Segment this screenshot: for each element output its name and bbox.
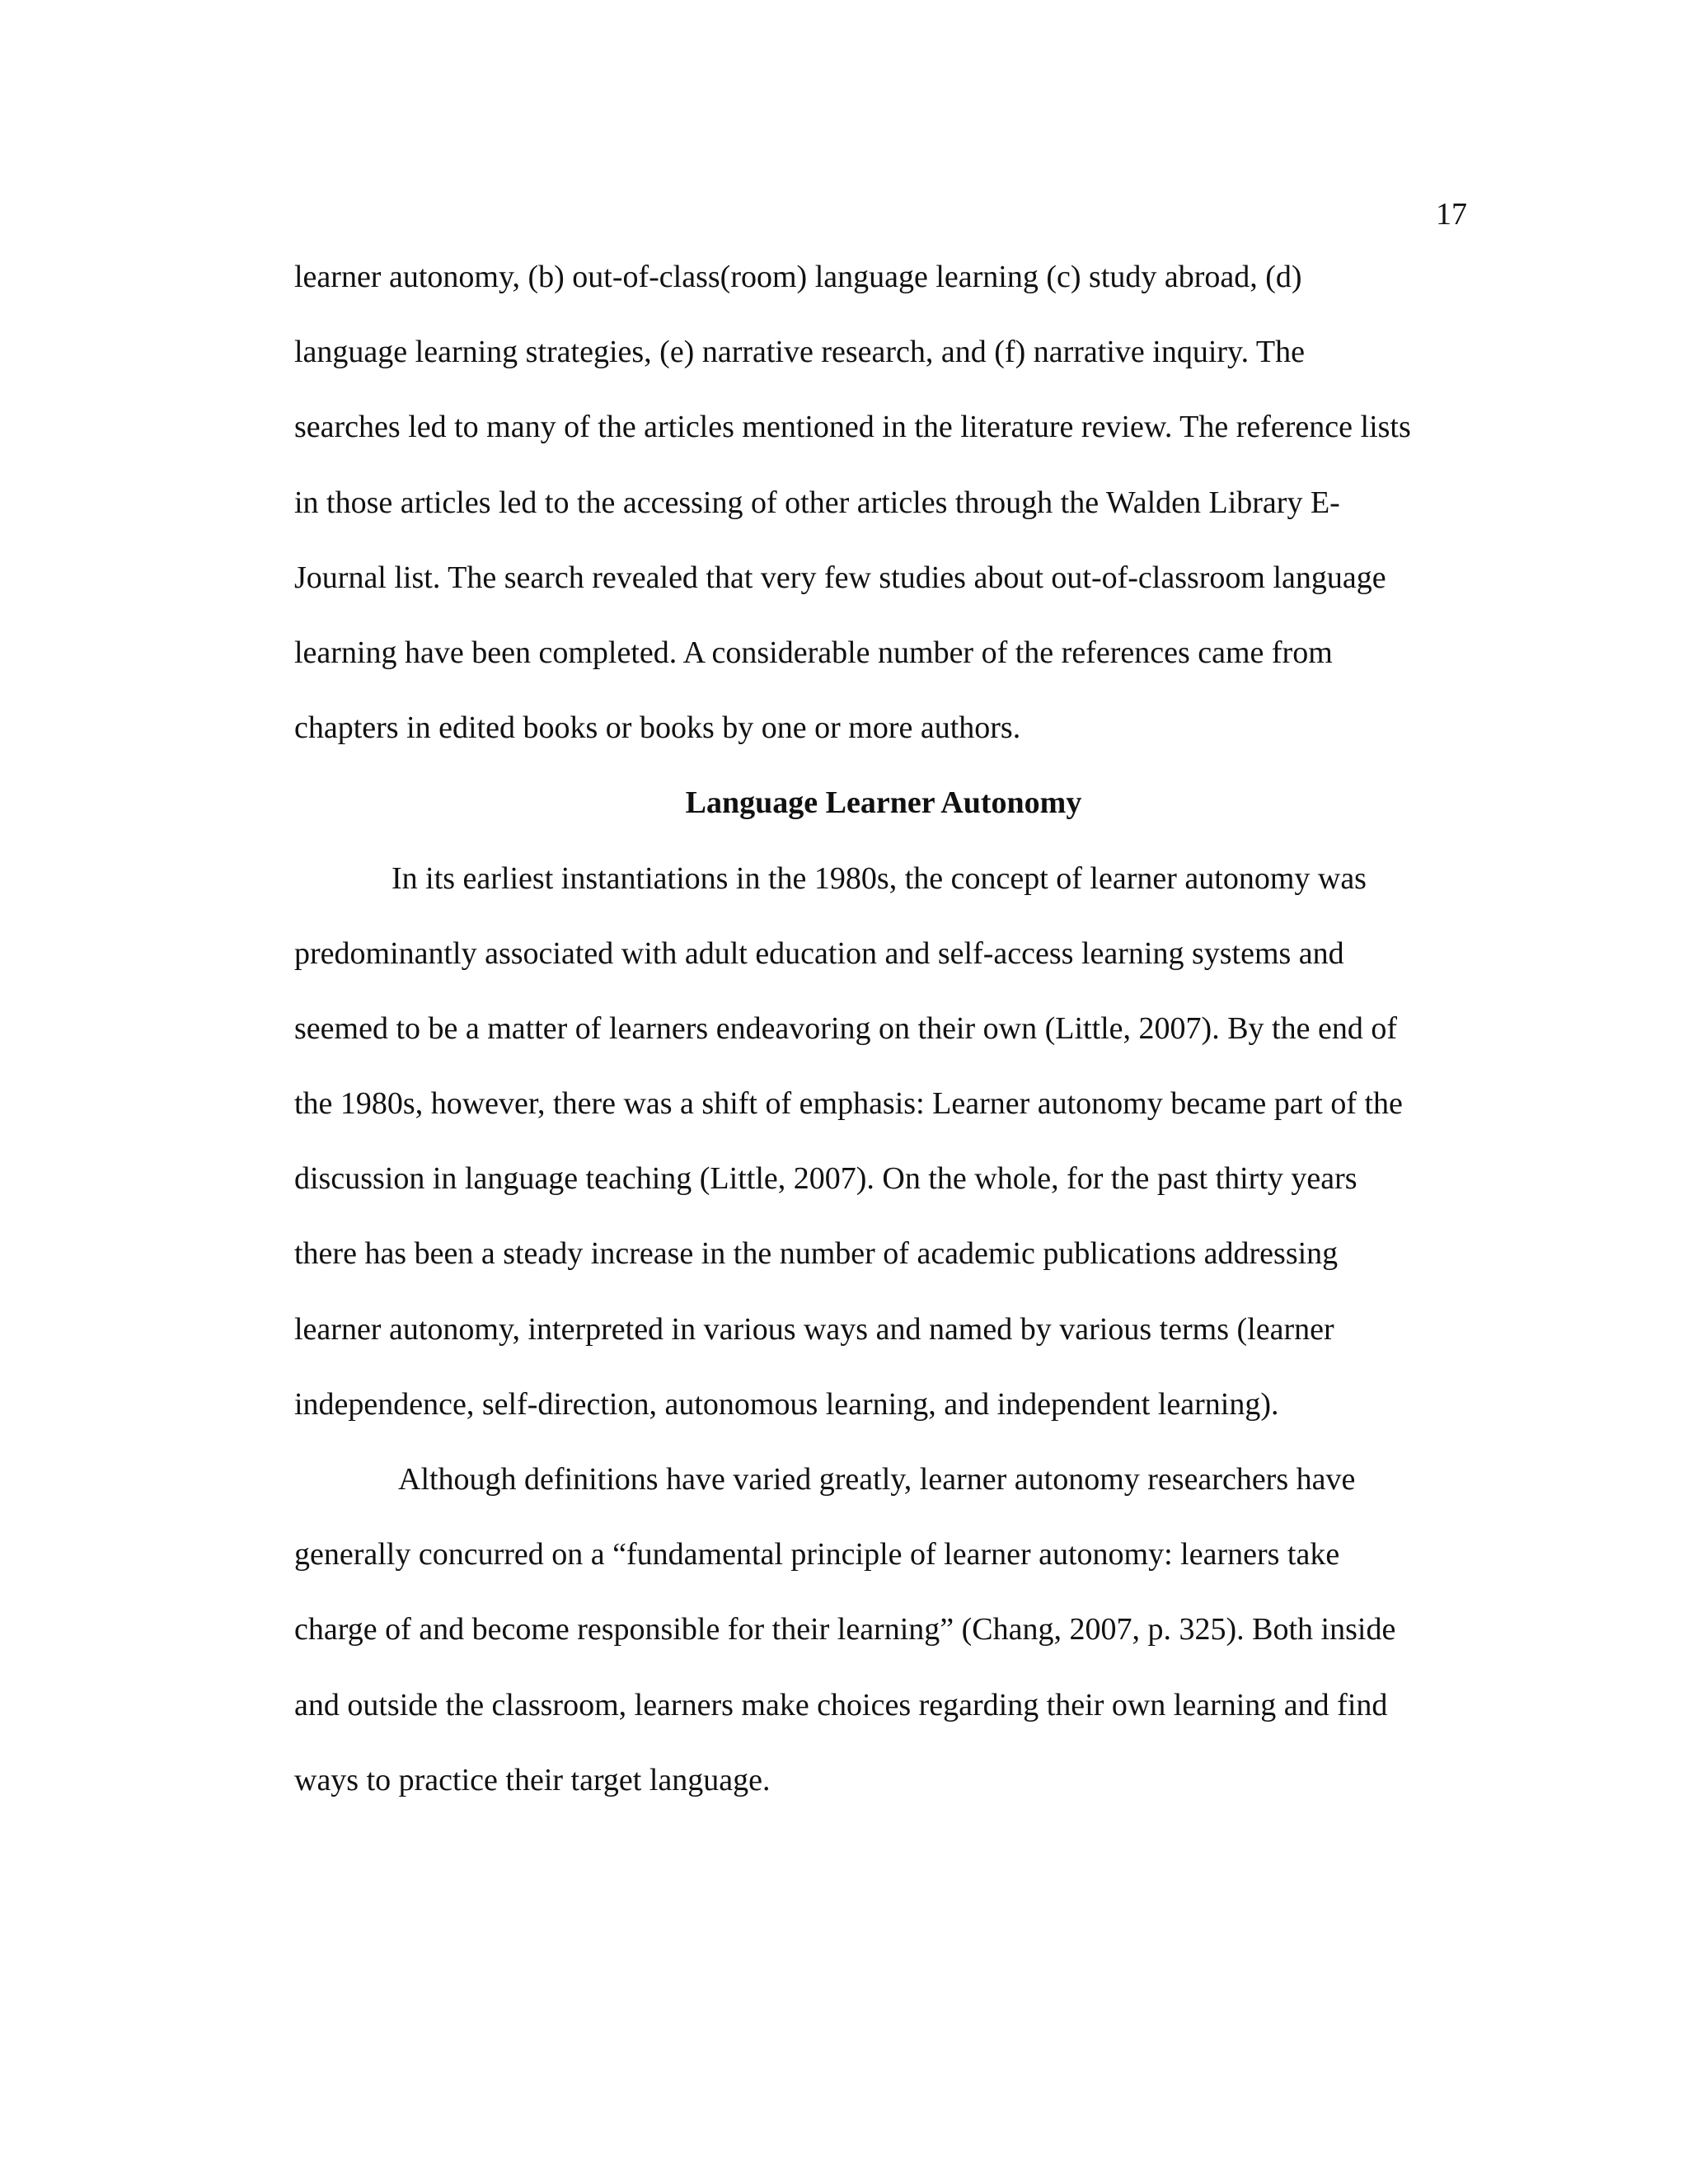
text-line: ways to practice their target language. [294, 1762, 771, 1797]
text-line: Journal list. The search revealed that very few studies about out-of-classroom language [294, 560, 1386, 595]
text-line: In its earliest instantiations in the 1980s, the concept of learner autonomy was [392, 860, 1367, 896]
document-body [294, 257, 1473, 1835]
text-line: and outside the classroom, learners make choices regarding their own learning and find [294, 1687, 1388, 1722]
text-line: chapters in edited books or books by one or more authors. [294, 710, 1021, 746]
text-line: the 1980s, however, there was a shift of emphasis: Learner autonomy became part of the [294, 1086, 1403, 1122]
text-line: there has been a steady increase in the number of academic publications addressing [294, 1236, 1339, 1272]
text-line: learner autonomy, (b) out-of-class(room) language learning (c) study abroad, (d) [294, 260, 1302, 294]
text-line: charge of and become responsible for their learning” (Chang, 2007, p. 325). Both inside [294, 1612, 1396, 1647]
text-line: in those articles led to the accessing of other articles through the Walden Library E- [294, 485, 1340, 520]
paragraph-earliest-instantiations [294, 859, 1473, 1460]
text-line: independence, self-direction, autonomous learning, and independent learning). [294, 1386, 1279, 1422]
text-line: learning have been completed. A considerable number of the references came from [294, 635, 1333, 670]
text-line: predominantly associated with adult education and self-access learning systems and [294, 935, 1344, 971]
text-line: Although definitions have varied greatly, learner autonomy researchers have [398, 1462, 1356, 1497]
text-line: generally concurred on a “fundamental principle of learner autonomy: learners take [294, 1537, 1340, 1572]
text-line: language learning strategies, (e) narrative research, and (f) narrative inquiry. The [294, 335, 1305, 370]
text-line: discussion in language teaching (Little, 2007). On the whole, for the past thirty years [294, 1161, 1357, 1197]
paragraph-definitions [294, 1460, 1473, 1835]
paragraph-continued [294, 257, 1473, 783]
section-heading: Language Learner Autonomy [685, 785, 1082, 821]
text-line: learner autonomy, interpreted in various ways and named by various terms (learner [294, 1311, 1334, 1347]
text-line: seemed to be a matter of learners endeavoring on their own (Little, 2007). By the end of [294, 1010, 1397, 1046]
page-number: 17 [1436, 197, 1467, 232]
text-line: searches led to many of the articles mentioned in the literature review. The reference lists [294, 410, 1411, 445]
